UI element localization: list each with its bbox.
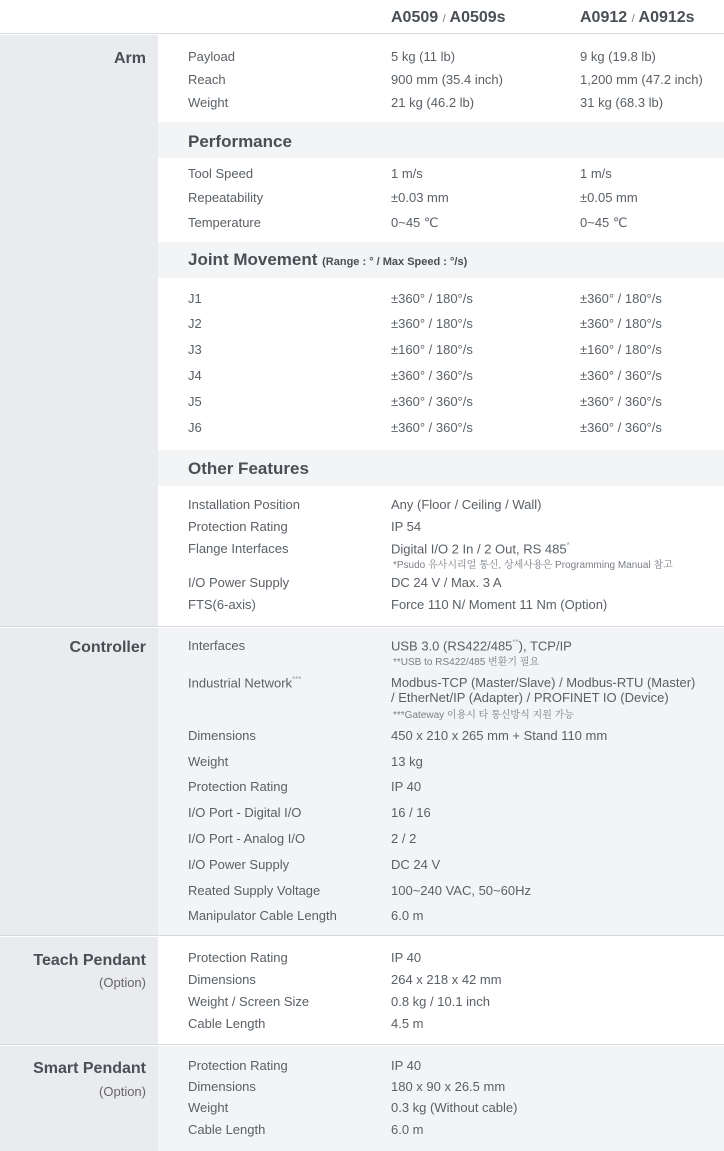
arm-row-value-b: 9 kg (19.8 lb) <box>580 49 656 64</box>
controller-row-label: Protection Rating <box>188 779 288 794</box>
joint-row-label: J5 <box>188 394 202 409</box>
smart-row-value: IP 40 <box>391 1058 422 1073</box>
controller-row-label: I/O Power Supply <box>188 857 290 872</box>
subheader-other-features <box>158 450 724 486</box>
section-title-smart-pendant: Smart Pendant <box>33 1060 146 1077</box>
performance-row-value-b: 1 m/s <box>580 166 612 181</box>
controller-row-value: 6.0 m <box>391 908 424 923</box>
teach-row-label: Weight / Screen Size <box>188 994 310 1009</box>
joint-row-label: J3 <box>188 342 202 357</box>
controller-row-value: 13 kg <box>391 754 423 769</box>
controller-network-value-1: Modbus-TCP (Master/Slave) / Modbus-RTU (Master) <box>391 675 696 690</box>
subheader-other-title: Other Features <box>188 459 309 478</box>
smart-row-label: Protection Rating <box>188 1058 288 1073</box>
section-title-controller: Controller <box>69 639 146 656</box>
section-title-teach-pendant: Teach Pendant <box>33 952 146 969</box>
performance-row-value-a: ±0.03 mm <box>391 190 449 205</box>
section-subtitle-smart-pendant: (Option) <box>99 1084 146 1099</box>
joint-row-value-b: ±360° / 360°/s <box>580 420 662 435</box>
divider-teach-smart <box>0 1044 724 1045</box>
subheader-joint-movement <box>158 242 724 278</box>
sidebar-controller <box>0 628 158 935</box>
performance-row-value-b: ±0.05 mm <box>580 190 638 205</box>
subheader-joint-title: Joint Movement (Range : ° / Max Speed : °/s) <box>188 250 468 269</box>
subheader-performance-title: Performance <box>188 132 292 151</box>
other-protection-label: Protection Rating <box>188 519 288 534</box>
teach-row-label: Dimensions <box>188 972 256 987</box>
controller-interfaces-value: USB 3.0 (RS422/485**), TCP/IP <box>391 638 572 654</box>
joint-row-value-b: ±360° / 360°/s <box>580 368 662 383</box>
other-flange-footnote: *Psudo 유사시리얼 통신, 상세사용은 Programming Manual 참고 <box>393 560 673 571</box>
teach-row-label: Protection Rating <box>188 950 288 965</box>
performance-row-label: Tool Speed <box>188 166 254 181</box>
controller-row-label: I/O Port - Analog I/O <box>188 831 306 846</box>
other-installation-value: Any (Floor / Ceiling / Wall) <box>391 497 542 512</box>
joint-row-value-a: ±160° / 180°/s <box>391 342 473 357</box>
smart-row-label: Dimensions <box>188 1079 256 1094</box>
controller-row-value: 450 x 210 x 265 mm + Stand 110 mm <box>391 728 608 743</box>
joint-row-value-a: ±360° / 360°/s <box>391 420 473 435</box>
joint-row-value-b: ±360° / 180°/s <box>580 291 662 306</box>
controller-row-value: DC 24 V <box>391 857 441 872</box>
column-header-a: A0509 / A0509s <box>391 9 506 26</box>
sidebar-arm <box>0 35 158 626</box>
joint-row-value-b: ±160° / 180°/s <box>580 342 662 357</box>
section-subtitle-teach-pendant: (Option) <box>99 975 146 990</box>
arm-row-label: Weight <box>188 95 229 110</box>
controller-row-label: Weight <box>188 754 229 769</box>
smart-row-value: 6.0 m <box>391 1122 424 1137</box>
header-divider <box>0 33 724 34</box>
sidebar-smart-pendant <box>0 1046 158 1151</box>
smart-row-value: 0.3 kg (Without cable) <box>391 1100 518 1115</box>
arm-row-value-a: 21 kg (46.2 lb) <box>391 95 475 110</box>
other-io-value: DC 24 V / Max. 3 A <box>391 575 502 590</box>
smart-row-label: Weight <box>188 1100 229 1115</box>
controller-row-label: Manipulator Cable Length <box>188 908 337 923</box>
performance-row-label: Temperature <box>188 215 261 230</box>
other-io-label: I/O Power Supply <box>188 575 290 590</box>
joint-row-value-a: ±360° / 360°/s <box>391 368 473 383</box>
controller-row-value: 2 / 2 <box>391 831 417 846</box>
teach-row-value: IP 40 <box>391 950 422 965</box>
joint-row-value-a: ±360° / 360°/s <box>391 394 473 409</box>
column-header-b: A0912 / A0912s <box>580 9 695 26</box>
teach-row-value: 264 x 218 x 42 mm <box>391 972 502 987</box>
controller-row-label: Reated Supply Voltage <box>188 883 321 898</box>
controller-row-value: 100~240 VAC, 50~60Hz <box>391 883 531 898</box>
smart-row-label: Cable Length <box>188 1122 266 1137</box>
arm-row-value-b: 31 kg (68.3 lb) <box>580 95 664 110</box>
joint-row-label: J4 <box>188 368 202 383</box>
arm-row-label: Payload <box>188 49 235 64</box>
arm-row-value-b: 1,200 mm (47.2 inch) <box>580 72 703 87</box>
controller-interfaces-footnote: **USB to RS422/485 변환기 필요 <box>393 657 540 668</box>
controller-network-footnote: ***Gateway 이용시 타 통신방식 지원 가능 <box>393 710 574 721</box>
other-protection-value: IP 54 <box>391 519 422 534</box>
controller-row-label: I/O Port - Digital I/O <box>188 805 302 820</box>
joint-row-label: J2 <box>188 316 202 331</box>
controller-network-value-2: / EtherNet/IP (Adapter) / PROFINET IO (Device) <box>391 690 669 705</box>
teach-row-value: 4.5 m <box>391 1016 424 1031</box>
divider-arm-controller <box>0 626 724 627</box>
teach-row-label: Cable Length <box>188 1016 266 1031</box>
arm-row-label: Reach <box>188 72 226 87</box>
other-installation-label: Installation Position <box>188 497 301 512</box>
performance-row-label: Repeatability <box>188 190 264 205</box>
performance-row-value-a: 0~45 ℃ <box>391 215 439 230</box>
other-flange-value: Digital I/O 2 In / 2 Out, RS 485* <box>391 541 570 557</box>
other-fts-label: FTS(6-axis) <box>188 597 256 612</box>
performance-row-value-b: 0~45 ℃ <box>580 215 628 230</box>
arm-row-value-a: 900 mm (35.4 inch) <box>391 72 503 87</box>
joint-row-label: J6 <box>188 420 202 435</box>
controller-row-label: Dimensions <box>188 728 256 743</box>
joint-row-value-a: ±360° / 180°/s <box>391 291 473 306</box>
smart-row-value: 180 x 90 x 26.5 mm <box>391 1079 506 1094</box>
other-fts-value: Force 110 N/ Moment 11 Nm (Option) <box>391 597 608 612</box>
controller-interfaces-label: Interfaces <box>188 638 246 653</box>
section-title-arm: Arm <box>113 50 146 67</box>
performance-row-value-a: 1 m/s <box>391 166 423 181</box>
subheader-performance <box>158 122 724 158</box>
sidebar-teach-pendant <box>0 937 158 1044</box>
controller-row-value: IP 40 <box>391 779 422 794</box>
divider-controller-teach <box>0 935 724 936</box>
joint-row-value-b: ±360° / 180°/s <box>580 316 662 331</box>
controller-row-value: 16 / 16 <box>391 805 431 820</box>
controller-network-label: Industrial Network*** <box>188 675 302 691</box>
joint-row-value-b: ±360° / 360°/s <box>580 394 662 409</box>
joint-row-label: J1 <box>188 291 202 306</box>
other-flange-label: Flange Interfaces <box>188 541 289 556</box>
joint-row-value-a: ±360° / 180°/s <box>391 316 473 331</box>
teach-row-value: 0.8 kg / 10.1 inch <box>391 994 491 1009</box>
arm-row-value-a: 5 kg (11 lb) <box>391 49 456 64</box>
